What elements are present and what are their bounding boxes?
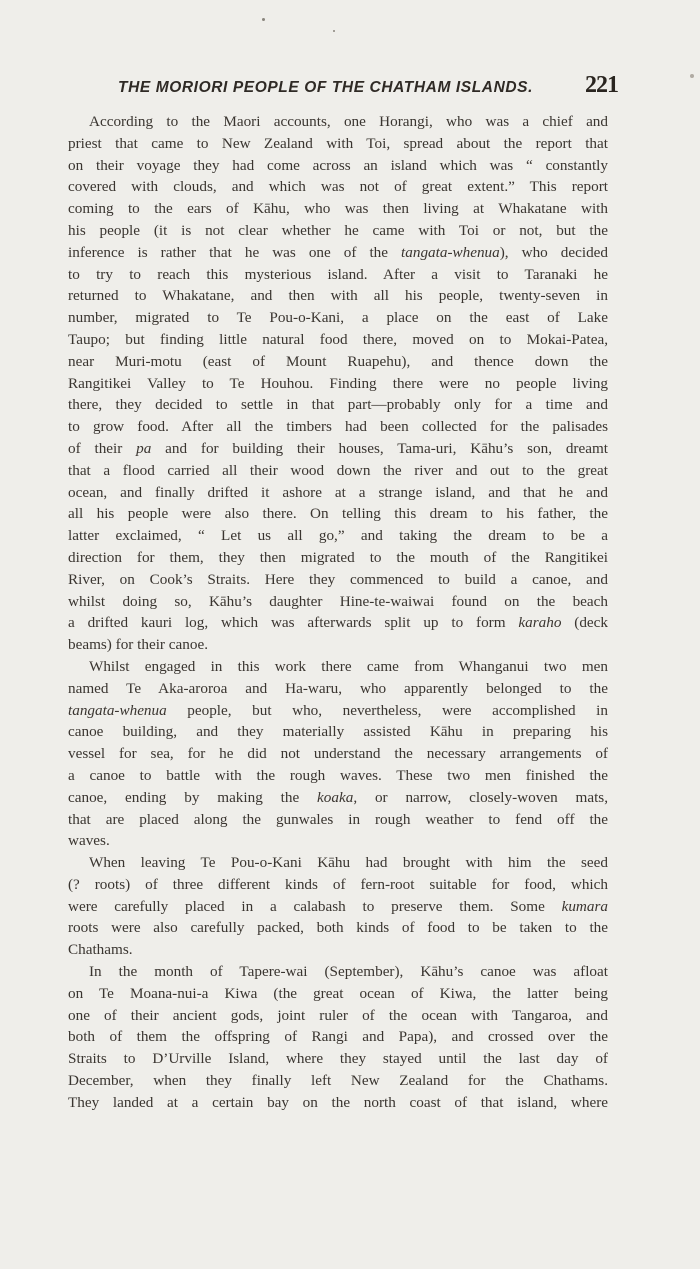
- scan-speck: [333, 30, 335, 32]
- text-line: direction for them, they then migrated to the mouth of the Rangitikei: [68, 548, 608, 566]
- body-text: [68, 111, 609, 1114]
- text-line: a drifted kauri log, which was afterwards split up to form karaho (deck: [68, 614, 608, 632]
- text-line: (? roots) of three different kinds of fern-root suitable for food, which: [68, 875, 608, 893]
- text-line: a canoe to battle with the rough waves. These two men finished the: [68, 766, 608, 784]
- text-line: covered with clouds, and which was not of great extent.” This report: [68, 178, 608, 196]
- text-line: whilst doing so, Kāhu’s daughter Hine-te-waiwai found on the beach: [68, 592, 608, 610]
- text-line: latter exclaimed, “ Let us all go,” and taking the dream to be a: [68, 527, 608, 545]
- scan-speck: [262, 18, 265, 21]
- text-line: that are placed along the gunwales in rough weather to fend off the: [68, 810, 608, 828]
- running-title: THE MORIORI PEOPLE OF THE CHATHAM ISLANDS.: [118, 79, 534, 96]
- text-line: According to the Maori accounts, one Horangi, who was a chief and: [89, 113, 608, 130]
- text-line: named Te Aka-aroroa and Ha-waru, who apparently belonged to the: [68, 679, 608, 697]
- running-header: [118, 72, 618, 99]
- text-line: ocean, and finally drifted it ashore at a strange island, and that he and: [68, 483, 608, 501]
- text-line: Rangitikei Valley to Te Houhou. Finding there were no people living: [68, 374, 608, 392]
- text-line: Whilst engaged in this work there came from Whanganui two men: [89, 657, 608, 675]
- text-line: near Muri-motu (east of Mount Ruapehu), and thence down the: [68, 352, 608, 370]
- text-line: Taupo; but finding little natural food there, moved on to Mokai-Patea,: [68, 330, 608, 348]
- text-line: on their voyage they had come across an island which was “ constantly: [68, 156, 608, 174]
- text-line: on Te Moana-nui-a Kiwa (the great ocean of Kiwa, the latter being: [68, 984, 608, 1002]
- text-line: beams) for their canoe.: [68, 636, 208, 654]
- text-line: inference is rather that he was one of the tangata-whenua), who decided: [68, 243, 609, 261]
- text-line: that a flood carried all their wood down the river and out to the great: [68, 461, 608, 479]
- text-line: canoe, ending by making the koaka, or narrow, closely-woven mats,: [68, 788, 608, 806]
- text-line: In the month of Tapere-wai (September), Kāhu’s canoe was afloat: [89, 963, 608, 981]
- text-line: both of them the offspring of Rangi and Papa), and crossed over the: [68, 1028, 608, 1046]
- text-line: returned to Whakatane, and then with all his people, twenty-seven in: [68, 287, 608, 305]
- text-line: roots were also carefully packed, both kinds of food to be taken to the: [68, 919, 608, 937]
- text-line: of their pa and for building their houses, Tama-uri, Kāhu’s son, dreamt: [68, 439, 608, 457]
- text-line: number, migrated to Te Pou-o-Kani, a place on the east of Lake: [68, 309, 608, 327]
- text-line: his people (it is not clear whether he came with Toi or not, but the: [68, 221, 608, 239]
- text-line: vessel for sea, for he did not understand the necessary arrangements of: [68, 745, 608, 763]
- text-line: to try to reach this mysterious island. After a visit to Taranaki he: [68, 265, 608, 283]
- text-line: Straits to D’Urville Island, where they stayed until the last day of: [68, 1050, 608, 1068]
- text-line: coming to the ears of Kāhu, who was then living at Whakatane with: [68, 200, 608, 218]
- text-line: They landed at a certain bay on the north coast of that island, where: [68, 1093, 608, 1111]
- text-line: When leaving Te Pou-o-Kani Kāhu had brought with him the seed: [89, 854, 608, 872]
- text-line: were carefully placed in a calabash to preserve them. Some kumara: [68, 897, 608, 915]
- text-line: canoe building, and they materially assisted Kāhu in preparing his: [68, 723, 608, 741]
- text-line: one of their ancient gods, joint ruler of the ocean with Tangaroa, and: [68, 1006, 608, 1024]
- text-line: Chathams.: [68, 941, 133, 959]
- text-line: River, on Cook’s Straits. Here they commenced to build a canoe, and: [68, 570, 608, 588]
- text-line: all his people were also there. On telling this dream to his father, the: [68, 505, 608, 523]
- text-line: waves.: [68, 832, 110, 850]
- scan-speck: [690, 74, 694, 78]
- text-line: there, they decided to settle in that part—probably only for a time and: [68, 396, 608, 414]
- text-line: to grow food. After all the timbers had been collected for the palisades: [68, 418, 608, 436]
- text-line: priest that came to New Zealand with Toi, spread about the report that: [68, 134, 608, 152]
- text-line: tangata-whenua people, but who, nevertheless, were accomplished in: [68, 701, 608, 719]
- text-line: December, when they finally left New Zealand for the Chathams.: [68, 1072, 608, 1090]
- page-number: 221: [585, 72, 618, 98]
